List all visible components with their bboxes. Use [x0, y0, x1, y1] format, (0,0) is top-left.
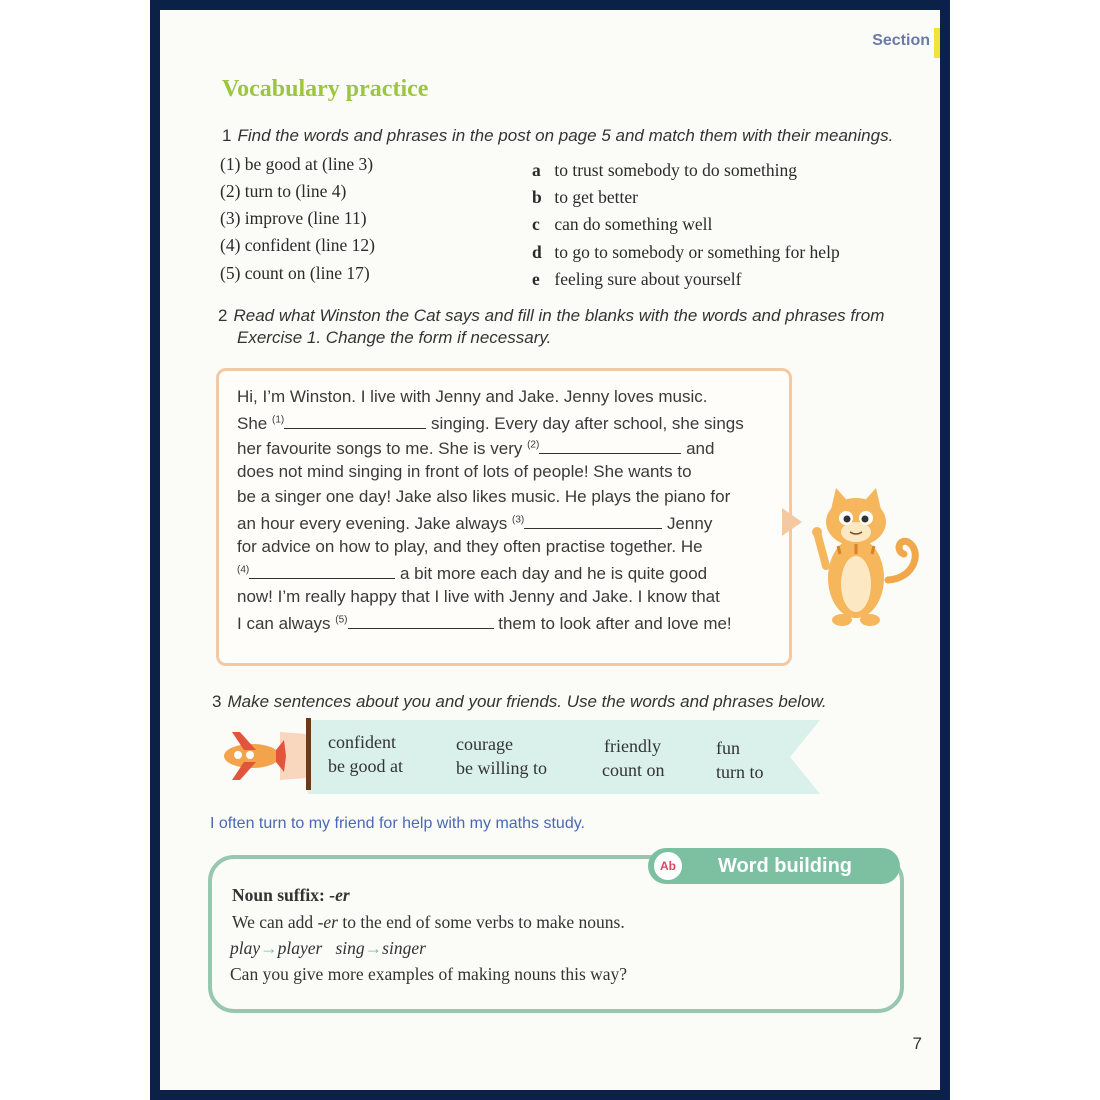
story-text: Jenny [666, 514, 713, 533]
blank-3[interactable] [524, 512, 662, 529]
example-verb: sing [335, 938, 365, 958]
exercise-2-number: 2 [218, 306, 228, 325]
story-line-7: for advice on how to play, and they often practise together. He [237, 537, 703, 556]
exercise-3-number: 3 [212, 692, 222, 711]
story-text: I can always [237, 614, 331, 633]
list-item-meaning-d [532, 242, 840, 263]
example-verb: play [230, 938, 261, 958]
banner-notch [790, 720, 820, 794]
phrase-text: improve (line 11) [244, 208, 367, 228]
list-item-phrase-5 [220, 263, 370, 284]
exercise-1-number: 1 [222, 126, 232, 145]
phrase-text: confident (line 12) [244, 235, 376, 255]
word-building-line-1 [232, 912, 625, 933]
meaning-letter: c [532, 214, 540, 234]
meaning-text: to go to somebody or something for help [554, 242, 840, 262]
list-item-meaning-c [532, 214, 712, 235]
phrase-number: (5) [220, 263, 241, 283]
phrase-text: count on (line 17) [244, 263, 370, 283]
blank-2[interactable] [539, 437, 681, 454]
list-item-meaning-e [532, 269, 741, 290]
banner-divider [306, 718, 311, 790]
example-sentence: I often turn to my friend for help with my maths study. [210, 815, 585, 832]
exercise-3-instruction-text: Make sentences about you and your friends. Use the words and phrases below. [227, 692, 827, 711]
meaning-text: can do something well [554, 214, 713, 234]
word-confident: confident [328, 732, 396, 752]
noun-suffix-heading [232, 885, 350, 906]
exercise-2-instruction [218, 306, 884, 326]
ab-icon: Ab [652, 850, 684, 882]
blank-5[interactable] [348, 612, 494, 629]
story-line-8 [237, 562, 707, 584]
phrase-number: (3) [220, 208, 241, 228]
list-item-meaning-a [532, 160, 797, 181]
meaning-letter: b [532, 187, 542, 207]
story-line-9: now! I’m really happy that I live with Jenny and Jake. I know that [237, 587, 720, 606]
blank-1[interactable] [284, 412, 426, 429]
blank-number: (5) [335, 614, 348, 626]
phrase-number: (1) [220, 154, 241, 174]
heading-prefix: Noun suffix: [232, 885, 330, 905]
textbook-page [160, 10, 940, 1090]
list-item-phrase-4 [220, 235, 375, 256]
list-item-phrase-1 [220, 154, 373, 175]
story-line-1: Hi, I’m Winston. I live with Jenny and Jake. Jenny loves music. [237, 387, 708, 406]
example-noun: player [277, 938, 323, 958]
blank-number: (3) [512, 514, 525, 526]
story-text: a bit more each day and he is quite good [399, 564, 708, 583]
story-line-2 [237, 412, 744, 434]
phrase-number: (4) [220, 235, 241, 255]
story-text: an hour every evening. Jake always [237, 514, 508, 533]
blank-number: (2) [527, 439, 540, 451]
meaning-text: feeling sure about yourself [554, 269, 742, 289]
phrase-text: turn to (line 4) [244, 181, 347, 201]
list-item-phrase-2 [220, 181, 346, 202]
story-text: her favourite songs to me. She is very [237, 439, 523, 458]
exercise-2-instruction-line2: Exercise 1. Change the form if necessary. [237, 328, 552, 347]
cat-illustration [796, 480, 922, 630]
arrow-icon: → [260, 938, 278, 958]
page-title: Vocabulary practice [222, 76, 429, 102]
word-be-good-at: be good at [328, 756, 403, 776]
blank-4[interactable] [249, 562, 395, 579]
meaning-letter: e [532, 269, 540, 289]
airplane-icon [216, 728, 312, 784]
story-line-6 [237, 512, 712, 534]
line-text: to the end of some verbs to make nouns. [337, 912, 625, 932]
story-line-5: be a singer one day! Jake also likes music. He plays the piano for [237, 487, 731, 506]
story-line-10 [237, 612, 732, 634]
exercise-1-instruction-text: Find the words and phrases in the post on page 5 and match them with their meanings. [237, 126, 894, 145]
phrase-text: be good at (line 3) [244, 154, 374, 174]
word-count-on: count on [602, 760, 665, 780]
phrase-number: (2) [220, 181, 241, 201]
story-text: and [686, 439, 715, 458]
line-emphasis: -er [317, 912, 338, 932]
meaning-letter: a [532, 160, 541, 180]
story-text: them to look after and love me! [498, 614, 732, 633]
exercise-1-instruction [222, 126, 893, 146]
word-building-examples [230, 938, 426, 959]
exercise-2-instruction-line1: Read what Winston the Cat says and fill in the blanks with the words and phrases from [233, 306, 885, 325]
word-be-willing-to: be willing to [456, 758, 547, 778]
list-item-meaning-b [532, 187, 638, 208]
word-courage: courage [456, 734, 513, 754]
word-turn-to: turn to [716, 762, 764, 782]
page-number: 7 [912, 1034, 922, 1053]
heading-suffix: -er [329, 885, 350, 905]
speech-bubble [216, 368, 792, 666]
word-building-question: Can you give more examples of making nouns this way? [230, 964, 628, 984]
meaning-text: to trust somebody to do something [554, 160, 797, 180]
line-text: We can add [232, 912, 318, 932]
exercise-3-instruction [212, 692, 827, 712]
section-label: Section [872, 32, 930, 49]
arrow-icon: → [364, 938, 383, 958]
story-text: She [237, 414, 268, 433]
example-noun: singer [382, 938, 426, 958]
story-line-4: does not mind singing in front of lots of people! She wants to [237, 462, 692, 481]
blank-number: (4) [237, 564, 250, 576]
section-tab-marker [934, 28, 940, 58]
story-line-3 [237, 437, 714, 459]
word-friendly: friendly [604, 736, 661, 756]
list-item-phrase-3 [220, 208, 367, 229]
meaning-text: to get better [554, 187, 638, 207]
blank-number: (1) [271, 414, 285, 426]
word-fun: fun [716, 738, 740, 758]
story-text: singing. Every day after school, she sings [430, 414, 744, 433]
meaning-letter: d [532, 242, 542, 262]
word-building-tag: Word building [648, 848, 900, 884]
